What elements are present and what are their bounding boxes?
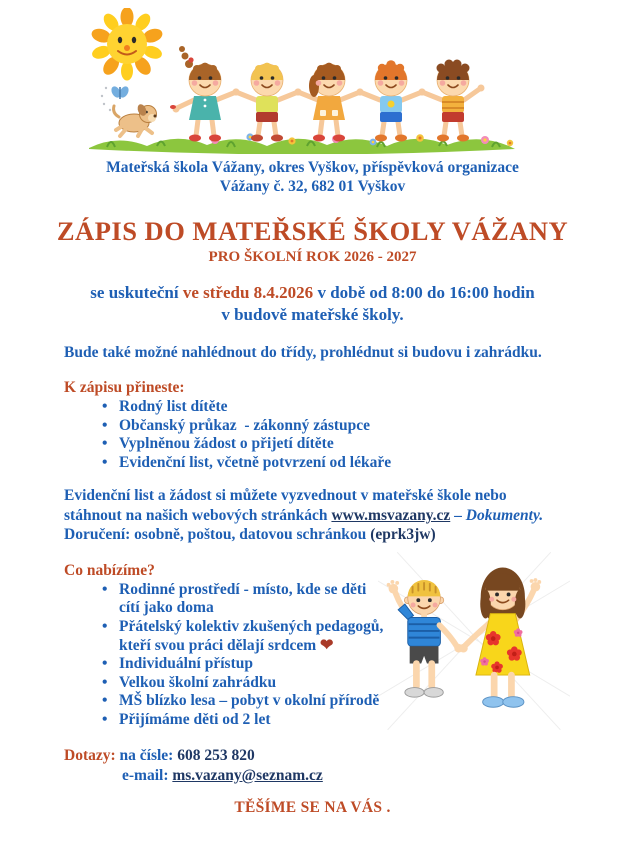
children-banner-clipart	[86, 8, 520, 154]
boy-figure	[387, 580, 463, 697]
bring-list	[0, 398, 625, 472]
email-label: e-mail:	[122, 766, 173, 784]
org-address: Vážany č. 32, 682 01 Vyškov	[219, 178, 406, 195]
watermark-lines	[378, 552, 570, 730]
bring-item: • Občanský průkaz - zákonný zástupce	[119, 417, 625, 436]
bring-item: • Vyplněnou žádost o přijetí dítěte	[119, 435, 625, 454]
bring-item: • Evidenční list, včetně potvrzení od lékaře	[119, 454, 625, 473]
contact-line-phone	[64, 746, 625, 766]
kid-girl-teal	[170, 46, 240, 142]
contact-line-email	[64, 766, 625, 786]
sun-icon	[90, 8, 164, 81]
page-title: ZÁPIS DO MATEŘSKÉ ŠKOLY VÁŽANY	[56, 216, 569, 246]
org-header	[0, 158, 625, 196]
kid-boy-striped	[419, 60, 485, 142]
offer-item: • Individuální přístup	[119, 655, 464, 674]
offer-item: • Přátelský kolektiv zkušených pedagogů, kteří svou práci dělají srdcem ❤	[119, 618, 464, 655]
docs-line1: Evidenční list a žádost si můžete vyzvednout v mateřské škole nebo	[64, 487, 507, 505]
butterfly-icon	[101, 85, 131, 111]
kid-boy-yellow	[233, 63, 302, 142]
kid-girl-orange	[295, 63, 364, 142]
docs-line2-prefix: stáhnout na našich webových stránkách	[64, 506, 332, 524]
when-date: ve středu 8.4.2026	[182, 283, 314, 302]
girl-figure	[459, 568, 541, 708]
closing-message: TĚŠÍME SE NA VÁS .	[234, 798, 391, 816]
contact-label: Dotazy:	[64, 746, 116, 764]
when-time: v době od 8:00 do 16:00 hodin	[313, 283, 535, 302]
when-prefix: se uskuteční	[90, 283, 183, 302]
website-link[interactable]: www.msvazany.cz	[331, 506, 451, 524]
intro-note: Bude také možné nahlédnout do třídy, prohlédnut si budovu i zahrádku.	[64, 344, 542, 361]
grass-strip	[89, 139, 515, 154]
event-when	[18, 282, 607, 325]
heart-icon: ❤	[320, 636, 334, 654]
bring-heading: K zápisu přineste:	[64, 379, 185, 396]
docs-dokumenty: Dokumenty.	[465, 506, 544, 524]
page-subtitle: PRO ŠKOLNÍ ROK 2026 - 2027	[208, 249, 417, 265]
phone-label: na čísle:	[115, 746, 178, 764]
offer-item: • Velkou školní zahrádku	[119, 674, 464, 693]
bring-item: • Rodný list dítěte	[119, 398, 625, 417]
docs-line3-prefix: Doručení: osobně, poštou, datovou schránkou	[64, 526, 371, 544]
when-place: v budově mateřské školy.	[221, 304, 404, 324]
docs-dash: –	[450, 506, 466, 524]
dog-icon	[114, 103, 157, 136]
documents-paragraph	[64, 486, 605, 545]
offer-item: • Rodinné prostředí - místo, kde se děti cítí jako doma	[119, 581, 464, 618]
offer-item: • Přijímáme děti od 2 let	[119, 711, 464, 730]
boy-girl-clipart	[378, 550, 570, 732]
phone-number: 608 253 820	[177, 746, 255, 764]
email-link[interactable]: ms.vazany@seznam.cz	[172, 766, 323, 784]
offer-heading: Co nabízíme?	[64, 561, 155, 579]
org-name: Mateřská škola Vážany, okres Vyškov, příspěvková organizace	[106, 159, 519, 176]
offer-item: • MŠ blízko lesa – pobyt v okolní přírodě	[119, 692, 464, 711]
databox-code: (eprk3jw)	[370, 526, 436, 544]
kid-boy-blue	[357, 60, 426, 141]
contact-block	[64, 746, 625, 786]
